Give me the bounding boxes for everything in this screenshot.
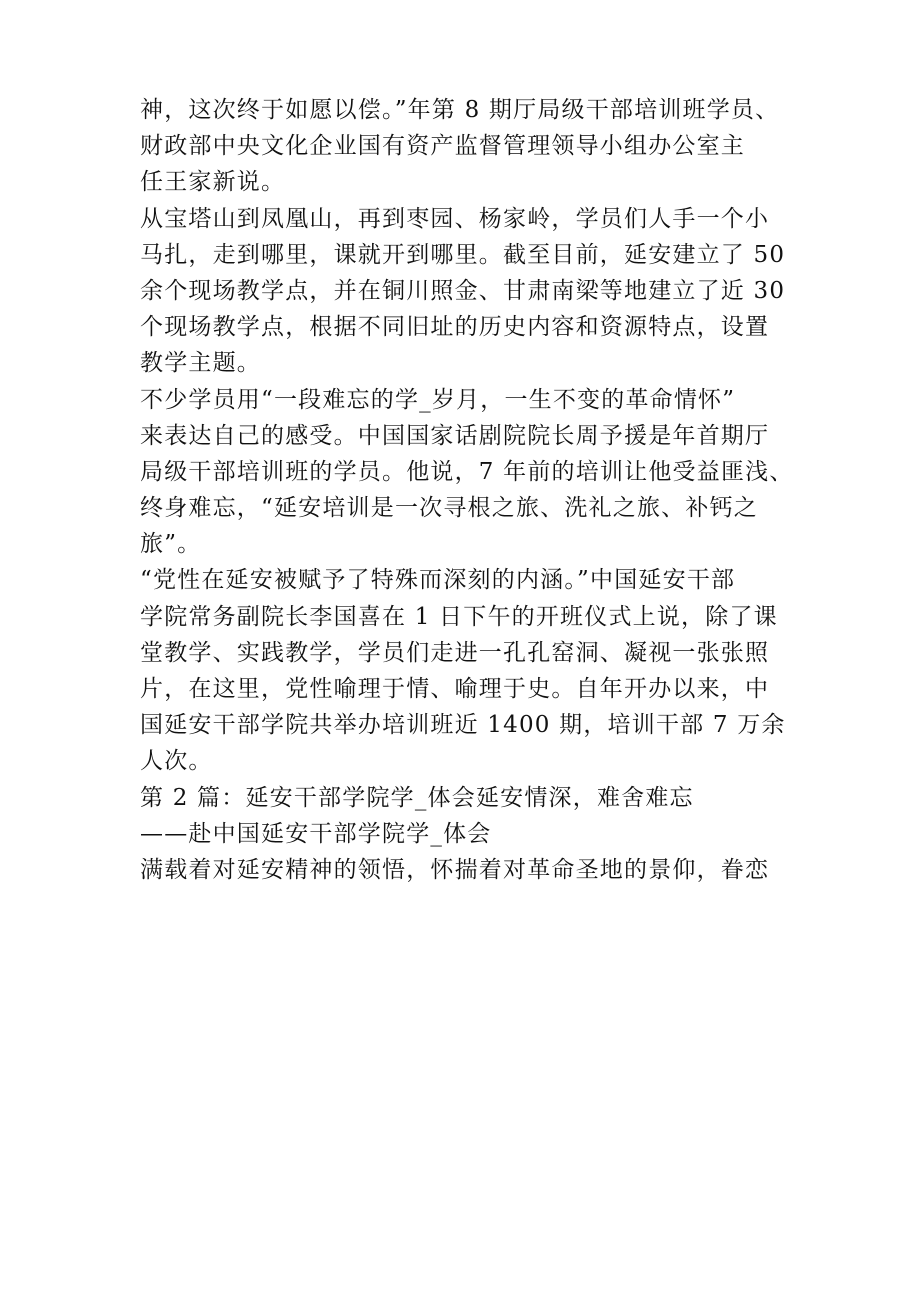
text-line: “党性在延安被赋予了特殊而深刻的内涵。”中国延安干部 [140,567,736,594]
text-line: 财政部中央文化企业国有资产监督管理领导小组办公室主 [140,133,745,160]
text-line: 个现场教学点，根据不同旧址的历史内容和资源特点，设置 [140,314,770,341]
text-line: 学院常务副院长李国喜在 1 日下午的开班仪式上说，除了课 [140,603,778,630]
text-line: 旅”。 [140,531,202,558]
text-line: 满载着对延安精神的领悟，怀揣着对革命圣地的景仰，眷恋 [140,856,770,883]
section-subheading: ——赴中国延安干部学院学_体会 [140,820,492,847]
text-line: 任王家新说。 [140,169,286,196]
document-body [140,92,800,888]
text-line: 来表达自己的感受。中国国家话剧院院长周予援是年首期厅 [140,422,770,449]
text-line: 教学主题。 [140,350,261,377]
text-line: 神，这次终于如愿以偿。”年第 8 期厅局级干部培训班学员、 [140,97,780,123]
section-heading: 第 2 篇：延安干部学院学_体会延安情深，难舍难忘 [140,784,694,811]
text-line: 局级干部培训班的学员。他说，7 年前的培训让他受益匪浅、 [140,458,794,485]
text-line: 终身难忘，“延安培训是一次寻根之旅、洗礼之旅、补钙之 [140,495,758,522]
text-line: 马扎，走到哪里，课就开到哪里。截至目前，延安建立了 50 [140,241,786,268]
text-line: 国延安干部学院共举办培训班近 1400 期，培训干部 7 万余 [140,712,786,739]
text-line: 余个现场教学点，并在铜川照金、甘肃南梁等地建立了近 30 [140,277,786,304]
text-line: 堂教学、实践教学，学员们走进一孔孔窑洞、凝视一张张照 [140,639,770,666]
text-line: 人次。 [140,748,213,775]
text-line: 片，在这里，党性喻理于情、喻理于史。自年开办以来，中 [140,676,770,702]
text-line: 不少学员用“一段难忘的学_岁月，一生不变的革命情怀” [140,386,736,413]
text-line: 从宝塔山到凤凰山，再到枣园、杨家岭，学员们人手一个小 [140,205,770,232]
